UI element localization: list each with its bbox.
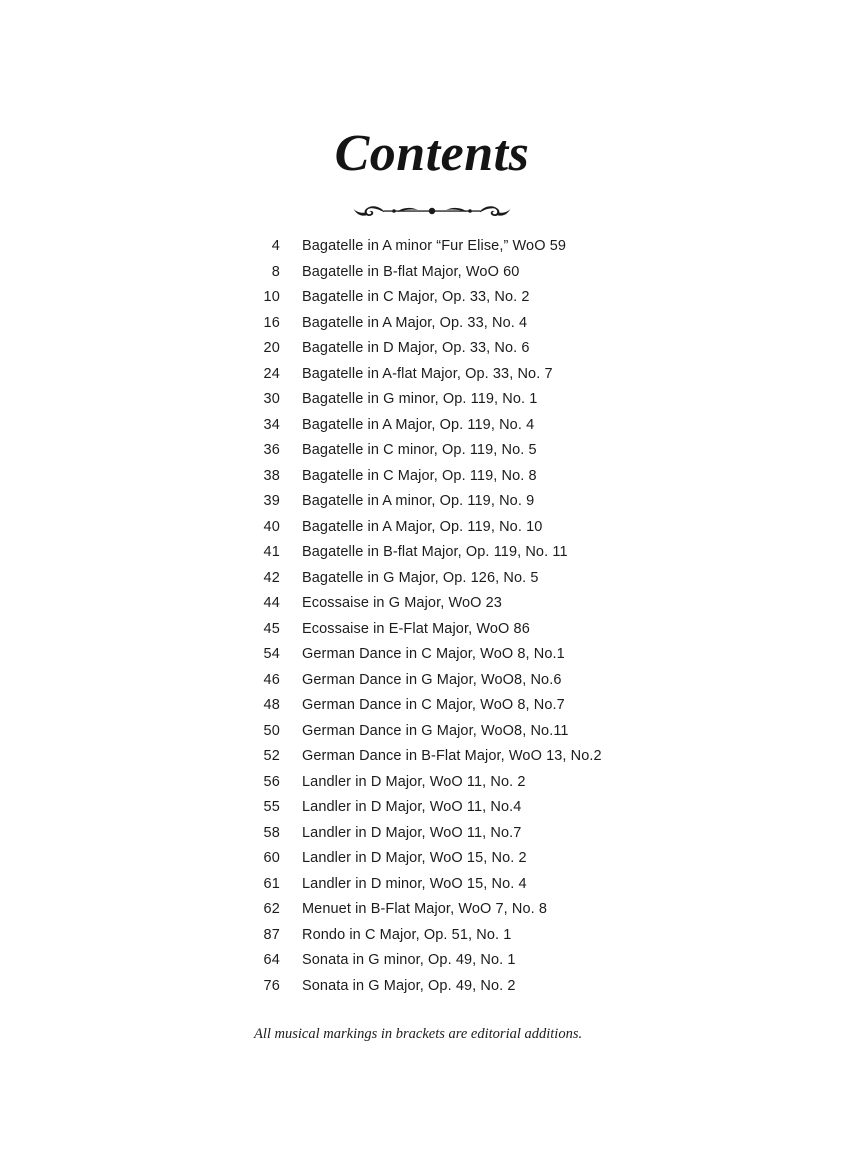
toc-row[interactable] [0, 748, 864, 774]
toc-page-number: 61 [263, 875, 280, 892]
toc-entry-title: Bagatelle in A-flat Major, Op. 33, No. 7 [302, 365, 553, 382]
toc-page-number: 56 [263, 773, 280, 790]
toc-row[interactable] [0, 952, 864, 978]
toc-entry-title: Ecossaise in G Major, WoO 23 [302, 595, 502, 611]
toc-entry-title: Bagatelle in C Major, Op. 33, No. 2 [302, 289, 530, 305]
toc-page-number: 58 [263, 824, 280, 841]
toc-entry-title: Bagatelle in A Major, Op. 119, No. 10 [302, 518, 543, 535]
toc-page-number: 8 [271, 263, 280, 280]
toc-row[interactable] [0, 646, 864, 672]
toc-page-number: 39 [263, 493, 280, 509]
toc-page-number: 54 [263, 646, 280, 662]
toc-entry-title: Sonata in G minor, Op. 49, No. 1 [302, 952, 516, 968]
toc-entry-title: Menuet in B-Flat Major, WoO 7, No. 8 [302, 901, 548, 917]
toc-entry-title: Bagatelle in D Major, Op. 33, No. 6 [302, 340, 530, 356]
toc-entry-title: German Dance in C Major, WoO 8, No.7 [302, 697, 565, 713]
toc-row[interactable] [0, 264, 864, 290]
toc-page-number: 64 [263, 952, 280, 968]
editorial-footnote: All musical markings in brackets are editorial additions. [254, 1026, 583, 1042]
toc-entry-title: Ecossaise in E-Flat Major, WoO 86 [302, 620, 530, 637]
toc-entry-title: German Dance in G Major, WoO8, No.6 [302, 671, 562, 688]
toc-entry-title: Bagatelle in G minor, Op. 119, No. 1 [302, 391, 538, 407]
toc-row[interactable] [0, 876, 864, 902]
toc-page-number: 30 [263, 391, 280, 407]
toc-entry-title: German Dance in B-Flat Major, WoO 13, No.2 [302, 748, 602, 764]
toc-entry-title: Landler in D Major, WoO 11, No.7 [302, 824, 522, 841]
flourish-divider-icon [0, 196, 864, 226]
toc-entry-title: German Dance in G Major, WoO8, No.11 [302, 722, 569, 739]
toc-entry-title: Bagatelle in A minor, Op. 119, No. 9 [302, 493, 535, 509]
toc-entry-title: Landler in D Major, WoO 11, No.4 [302, 799, 522, 815]
toc-entry-title: Bagatelle in G Major, Op. 126, No. 5 [302, 569, 539, 586]
toc-entry-title: Landler in D minor, WoO 15, No. 4 [302, 875, 527, 892]
toc-page-number: 52 [263, 748, 280, 764]
toc-row[interactable] [0, 697, 864, 723]
toc-page-number: 42 [263, 569, 280, 586]
toc-page-number: 10 [263, 289, 280, 305]
toc-row[interactable] [0, 493, 864, 519]
toc-row[interactable] [0, 850, 864, 876]
toc-row[interactable] [0, 289, 864, 315]
toc-page-number: 36 [263, 442, 280, 458]
toc-entry-title: Landler in D Major, WoO 11, No. 2 [302, 773, 526, 790]
toc-page-number: 20 [263, 340, 280, 356]
toc-entry-title: Landler in D Major, WoO 15, No. 2 [302, 850, 527, 866]
toc-row[interactable] [0, 340, 864, 366]
toc-row[interactable] [0, 519, 864, 545]
toc-page-number: 38 [263, 467, 280, 484]
toc-page-number: 60 [263, 850, 280, 866]
toc-entry-title: German Dance in C Major, WoO 8, No.1 [302, 646, 565, 662]
toc-page-number: 50 [263, 722, 280, 739]
toc-row[interactable] [0, 901, 864, 927]
toc-entry-title: Bagatelle in A Major, Op. 119, No. 4 [302, 416, 535, 433]
toc-page-number: 34 [263, 416, 280, 433]
toc-row[interactable] [0, 825, 864, 851]
toc-page-number: 44 [263, 595, 280, 611]
page-title: Contents [334, 125, 530, 182]
toc-page-number: 41 [263, 544, 280, 560]
toc-entry-title: Bagatelle in A minor “Fur Elise,” WoO 59 [302, 238, 567, 254]
toc-page-number: 55 [263, 799, 280, 815]
toc-page-number: 45 [263, 620, 280, 637]
toc-page-number: 46 [263, 671, 280, 688]
toc-row[interactable] [0, 468, 864, 494]
toc-entry-title: Rondo in C Major, Op. 51, No. 1 [302, 926, 512, 943]
toc-entry-title: Bagatelle in B-flat Major, Op. 119, No. 11 [302, 544, 568, 560]
toc-entry-title: Bagatelle in B-flat Major, WoO 60 [302, 263, 520, 280]
toc-row[interactable] [0, 621, 864, 647]
toc-row[interactable] [0, 238, 864, 264]
toc-entry-title: Sonata in G Major, Op. 49, No. 2 [302, 977, 516, 994]
toc-row[interactable] [0, 570, 864, 596]
toc-page-number: 87 [263, 926, 280, 943]
toc-row[interactable] [0, 366, 864, 392]
toc-page-number: 76 [263, 977, 280, 994]
toc-page-number: 62 [263, 901, 280, 917]
toc-page-number: 16 [263, 314, 280, 331]
toc-page-number: 48 [263, 697, 280, 713]
toc-row[interactable] [0, 544, 864, 570]
toc-entry-title: Bagatelle in A Major, Op. 33, No. 4 [302, 314, 528, 331]
toc-row[interactable] [0, 417, 864, 443]
toc-row[interactable] [0, 315, 864, 341]
toc-row[interactable] [0, 723, 864, 749]
toc-entry-title: Bagatelle in C Major, Op. 119, No. 8 [302, 467, 537, 484]
toc-row[interactable] [0, 595, 864, 621]
toc-row[interactable] [0, 774, 864, 800]
toc-row[interactable] [0, 442, 864, 468]
toc-page-number: 24 [263, 365, 280, 382]
toc-row[interactable] [0, 672, 864, 698]
table-of-contents [0, 238, 864, 1003]
toc-page-number: 4 [271, 238, 280, 254]
toc-row[interactable] [0, 927, 864, 953]
toc-row[interactable] [0, 978, 864, 1004]
toc-row[interactable] [0, 799, 864, 825]
toc-page-number: 40 [263, 518, 280, 535]
toc-entry-title: Bagatelle in C minor, Op. 119, No. 5 [302, 442, 537, 458]
toc-row[interactable] [0, 391, 864, 417]
